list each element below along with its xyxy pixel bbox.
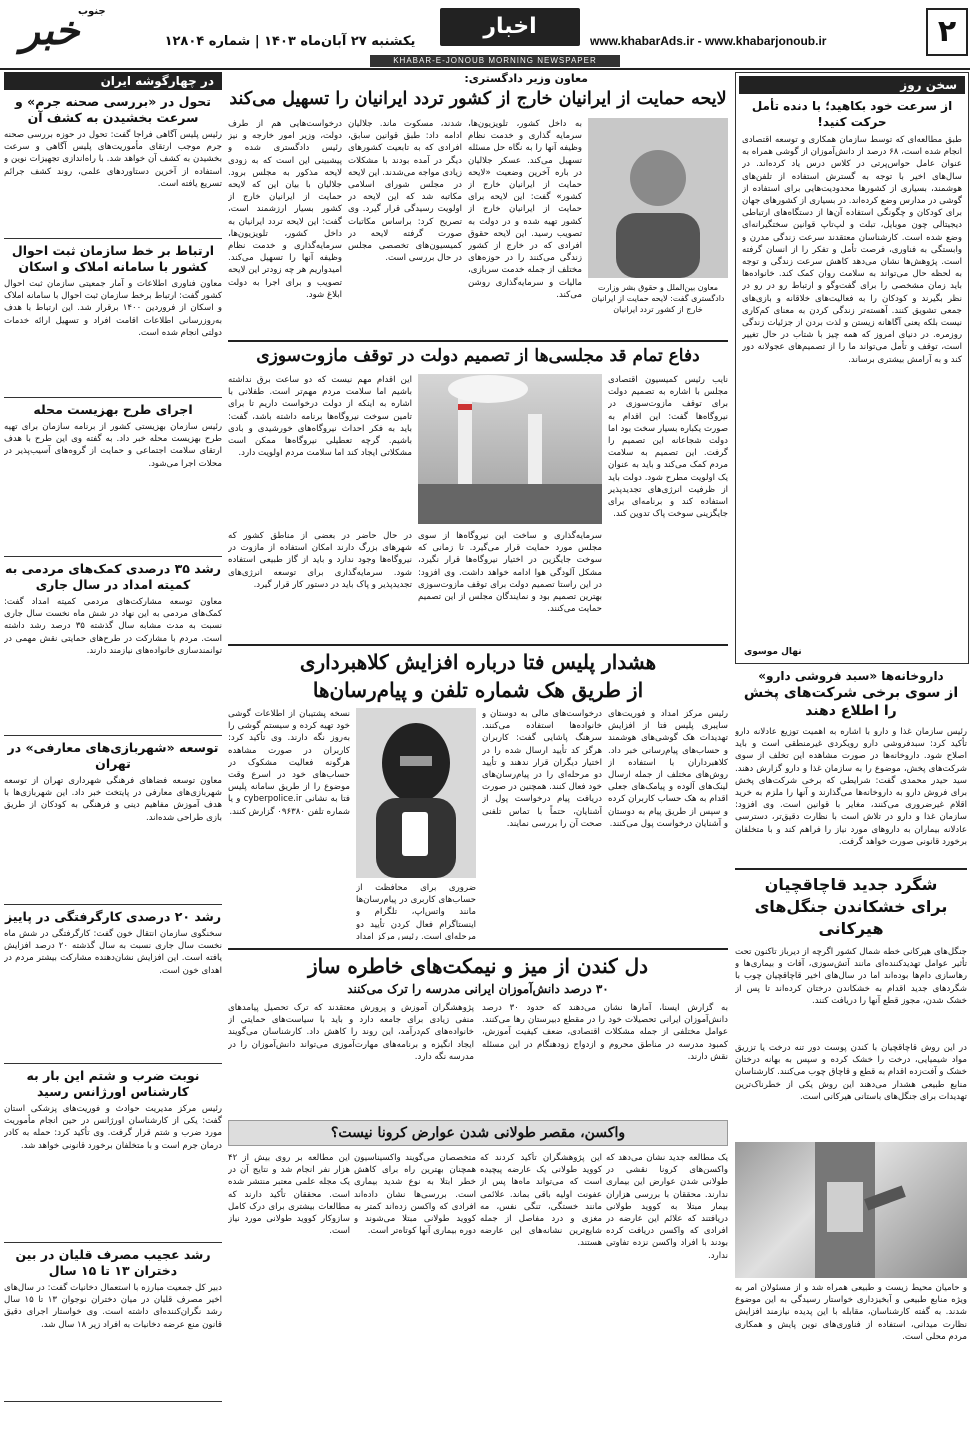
school-title: دل کندن از میز و نیمکت‌های خاطره ساز xyxy=(307,954,649,978)
smoke-body-4: در حال حاضر در بعضی از مناطق کشور که شهرهای بزرگ دارند امکان استفاده از مازوت در نیروگاه‌ها وجود ندارد و باید از گاز طبیعی استفاده شود. سرمایه‌گذاری برای توسعه انرژی‌های تجدیدپذیر و پاک باید در دستور کار قرار گیرد. xyxy=(228,531,412,590)
smoke-body-1: نایب رئیس کمیسیون اقتصادی مجلس با اشاره به تصمیم دولت برای توقف مازوت‌سوزی در نیروگاه‌ها گفت: این اقدام به صورت یکباره بسیار سخت بود اما دولت شجاعانه این تصمیم را گرفت. این تصمیم به سلامت مردم کمک می‌کند و باید به عنوان یک اولویت مطرح شود. دولت باید از ظرفیت انرژی‌های تجدیدپذیر استفاده کند و برنامه‌ای برای جایگزینی سوخت پاک تدوین کند. xyxy=(608,375,728,520)
editorial-label: سخن روز xyxy=(739,76,965,94)
police-title-1: هشدار پلیس فتا درباره افزایش کلاهبرداری xyxy=(299,650,657,674)
lead-body-2: شدند، مسکوت ماند. جلالیان ادامه داد: طبق قوانین سابق، افرادی که به تابعیت کشورهای دیگر در آمده بودند با مشکلات زیادی مواجه می‌شدند. این لایحه در مجلس شورای اسلامی مکاتبه شد که این لایحه در اولویت رسیدگی قرار گیرد. وی تصریح کرد: براساس مکاتبات صورت گرفته لایحه در کمیسیون‌های تخصصی مجلس در حال بررسی است. xyxy=(348,119,462,264)
sidebar-news-body: رئیس مرکز مدیریت حوادث و فوریت‌های پزشکی استان گفت: یکی از کارشناسان اورژانس در حین انجام مأموریت مورد ضرب و شتم قرار گرفت. وی تأکید کرد: حمله به کادر درمان جرم است و با متخلفان برخورد قانونی خواهد شد. xyxy=(4,1104,222,1151)
school-subtitle: ۳۰ درصد دانش‌آموزان ایرانی مدرسه را ترک می‌کنند xyxy=(347,982,609,996)
pharmacy-body: رئیس سازمان غذا و دارو با اشاره به اهمیت توزیع عادلانه دارو تأکید کرد: سبدفروشی دارو رویکردی غیرمنطقی است و باید اصلاح شود. داروخانه‌ها در صورت مشاهده این تخلف از سوی شرکت‌های پخش، موضوع را به سازمان غذا و دارو گزارش دهند. سید حیدر محمدی گفت: شرایطی که برخی شرکت‌های پخش برای فروش دارو به داروخانه‌ها می‌گذارند و آنها را ملزم به خرید اقلام غیرضروری می‌کنند، مغایر با قوانین است. وی افزود: سازمان غذا و دارو در تلاش است با نظارت دقیق‌تر، دسترسی عادلانه بیماران به داروهای مورد نیاز را فراهم کند و با متخلفان برخورد قانونی صورت خواهد گرفت. xyxy=(735,727,967,847)
sidebar-label: در چهارگوشه ایران xyxy=(4,72,222,90)
school-article xyxy=(228,948,728,1116)
divider xyxy=(228,948,728,950)
school-body-2: پژوهشگران آموزش و پرورش معتقدند که ترک تحصیل پیامدهای منفی زیادی برای جامعه دارد و باید با سیاست‌های حمایتی از خانواده‌های کم‌درآمد، این روند را کاهش داد. کارشناسان می‌گویند ایجاد انگیزه و برنامه‌های مهارت‌آموزی می‌تواند دانش‌آموزان را در مدرسه نگه دارد. xyxy=(228,1003,474,1062)
sidebar-news-body: معاون فناوری اطلاعات و آمار جمعیتی سازمان ثبت احوال کشور گفت: ارتباط برخط سازمان ثبت احوال با سامانه املاک و اسکان از فروردین ۱۴۰۰ برقرار شد. این ارتباط با هدف به‌روزرسانی اطلاعات اقامت افراد و تسهیل ارائه خدمات دولتی انجام شده است. xyxy=(4,279,222,338)
divider xyxy=(228,340,728,342)
sidebar-news-item xyxy=(4,905,222,1064)
police-body-1: رئیس مرکز امداد و فوریت‌های سایبری پلیس فتا از افزایش تهدیدات هک گوشی‌های هوشمند و حساب‌های پیام‌رسانی خبر داد. کلاهبرداران با استفاده از روش‌های مختلف از جمله ارسال لینک‌های آلوده و پیامک‌های جعلی اقدام به هک حساب کاربران کرده و سپس از طریق پیام به دوستان و آشنایان درخواست پول می‌کنند. xyxy=(608,709,728,829)
newspaper-logo-sub: جنوب xyxy=(78,6,106,17)
sidebar-news-item xyxy=(4,557,222,736)
divider xyxy=(735,868,967,870)
lead-photo xyxy=(588,118,728,278)
sidebar-news-title: تحول در «بررسی صحنه جرم» و سرعت بخشیدن به کشف آن xyxy=(15,94,211,125)
forest-title-1: شگرد جدید قاچاقچیان xyxy=(764,875,938,894)
covid-body-4: این مطالعه بر روی بیش از ۴۲ هزار نفر انجام شد و نتایج آن در یک مجله علمی معتبر منتشر شده است. محققان تأکید دارند که مطالعات بیشتری برای درک کامل سازوکار کووید طولانی مورد نیاز است. xyxy=(228,1153,350,1237)
smoke-photo xyxy=(418,374,602,524)
smoke-article xyxy=(228,340,728,640)
covid-body-3: متخصصان می‌گویند واکسیناسیون همچنان بهترین راه برای کاهش خطر ابتلا به نوع شدید بیماری است. بررسی‌ها نشان داده‌اند افرادی که واکسن زده‌اند کمتر به کووید طولانی مبتلا می‌شوند و دوره بیماری آنها کوتاه‌تر است. xyxy=(354,1153,476,1237)
lead-body-3: درخواست‌هایی هم از طرف دولت، وزیر امور خارجه و نیز رئیس دادگستری شده و پیشبینی این است که به زودی لایحه مذکور به مجلس برود. جلالیان با بیان این که لایحه حمایت از ایرانیان خارج از کشور بسیار ارزشمند است، گفت: این لایحه تردد ایرانیان به داخل کشور، تلویزیون‌ها، سرمایه‌گذاری و خدمت نظام وظیفه آنها را تسهیل می‌کند. امیدواریم هر چه زودتر این لایحه تصویب و برای اجرا به دولت ابلاغ شود. xyxy=(228,119,342,300)
forest-body-2: در این روش قاچاقچیان با کندن پوست دور تنه درخت یا تزریق مواد شیمیایی، درخت را خشک کرده و سپس به بهانه درختان خشک و آفت‌زده اقدام به قطع و قاچاق چوب می‌کنند. کارشناسان منابع طبیعی هشدار می‌دهند این روش یکی از خطرناک‌ترین تهدیدات برای جنگل‌های باستانی هیرکانی است. xyxy=(735,1043,967,1102)
hacker-phone-icon xyxy=(356,708,476,878)
forest-body-1: جنگل‌های هیرکانی خطه شمال کشور اگرچه از دیرباز تاکنون تحت تأثیر عوامل تهدیدکننده‌ای مانند آتش‌سوزی، آفات و بیماری‌ها و رهاسازی دام‌ها بوده‌اند اما در سال‌های اخیر قاچاقچیان چوب با شگردهای جدید اقدام به خشکاندن درختان کرده‌اند تا پس از خشک شدن، مجوز قطع آنها را دریافت کنند. xyxy=(735,947,967,1006)
sidebar-news-body: سخنگوی سازمان انتقال خون گفت: کارگرفتگی در شش ماه نخست سال جاری نسبت به سال گذشته ۲۰ درصد افزایش یافته است. این افزایش نشان‌دهنده مشارکت بیشتر مردم در اهدای خون است. xyxy=(4,929,222,976)
person-icon xyxy=(588,118,728,278)
sidebar-news-title: رشد ۲۰ درصدی کارگرفتگی در پاییز xyxy=(4,909,222,924)
editorial-box xyxy=(735,72,969,664)
police-body-3: ضروری برای محافظت از حساب‌های کاربری در پیام‌رسان‌ها مانند واتس‌اپ، تلگرام و اینستاگرام فعال کردن تأیید دو مرحله‌ای است. رئیس مرکز امداد xyxy=(356,883,476,940)
sidebar-news-title: رشد عجیب مصرف قلیان در بین دختران ۱۳ تا ۱۵ سال xyxy=(15,1247,211,1278)
forest-article xyxy=(735,868,967,1428)
sidebar-news-item xyxy=(4,736,222,905)
english-name-strip: KHABAR-E-JONOUB MORNING NEWSPAPER xyxy=(370,55,620,67)
sidebar-news-item xyxy=(4,1064,222,1243)
police-body-4: نسخه پشتیبان از اطلاعات گوشی خود تهیه کرده و سیستم گوشی را به‌روز نگه دارند. وی تأکید کرد: کاربران در صورت مشاهده هرگونه فعالیت مشکوک در حساب‌های خود در اسرع وقت موضوع را از طریق سامانه پلیس فتا به نشانی cyberpolice.ir و یا شماره تلفن ۰۹۶۳۸۰ گزارش کنند. xyxy=(228,709,350,817)
sidebar-news-body: معاون توسعه فضاهای فرهنگی شهرداری تهران از توسعه شهربازی‌های معارفی در پایتخت خبر داد. این شهربازی‌ها با هدف آموزش مفاهیم دینی و فرهنگی به کودکان از طریق بازی طراحی شده‌اند. xyxy=(4,776,222,823)
website-links[interactable]: www.khabarAds.ir - www.khabarjonoub.ir xyxy=(590,34,827,48)
newspaper-logo: خبر xyxy=(20,7,80,54)
sidebar-news-body: رئیس پلیس آگاهی فراجا گفت: تحول در حوزه بررسی صحنه جرم موجب ارتقای مأموریت‌های پلیس آگاهی و سرعت بخشیدن به کشف آن خواهد شد. با راه‌اندازی تجهیزات نوین و استفاده از آخرین دستاوردهای علمی، روند کشف جرائم تسریع یافته است. xyxy=(4,130,222,189)
sidebar-news-item xyxy=(4,239,222,398)
lead-article xyxy=(228,72,728,336)
sidebar-news-item xyxy=(4,398,222,557)
section-title: اخبار xyxy=(440,8,580,46)
smoke-body-3: این اقدام مهم نیست که دو ساعت برق نداشته باشیم اما سلامت مردم مهم‌تر است. طفلانی با اشاره به اینکه از دولت درخواست داریم تا برای تامین سوخت نیروگاه‌ها برنامه داشته باشد، گفت: باید به فکر احداث نیروگاه‌های خورشیدی و بادی باشیم. گرچه تعطیلی نیروگاه‌ها ممکن است مشکلاتی ایجاد کند اما سلامت مردم اولویت دارد. xyxy=(228,375,412,459)
pharmacy-article xyxy=(735,668,967,863)
sidebar-news-title: توسعه «شهربازی‌های معارفی» در تهران xyxy=(7,740,219,771)
school-body-1: به گزارش ایسنا، آمارها نشان می‌دهند که حدود ۳۰ درصد دانش‌آموزان ایرانی تحصیلات خود را در مقطع دبیرستان رها می‌کنند. عوامل مختلفی از جمله مشکلات اقتصادی، ضعف کیفیت آموزش، کمبود مدرسه در مناطق محروم و ازدواج زودهنگام در این مسئله نقش دارند. xyxy=(482,1003,728,1062)
sidebar-news-body: دبیر کل جمعیت مبارزه با استعمال دخانیات گفت: در سال‌های اخیر مصرف قلیان در میان دختران نوجوان ۱۳ تا ۱۵ سال رشد نگران‌کننده‌ای داشته است. وی خواستار اجرای دقیق قانون منع عرضه دخانیات به افراد زیر ۱۸ سال شد. xyxy=(4,1283,222,1330)
covid-article xyxy=(228,1120,728,1430)
sidebar-news-item xyxy=(4,90,222,239)
lead-title: لایحه حمایت از ایرانیان خارج از کشور تردد ایرانیان را تسهیل می‌کند xyxy=(229,89,727,109)
pharmacy-title: از سوی برخی شرکت‌های پخش را اطلاع دهند xyxy=(743,685,959,719)
sidebar-news-item xyxy=(4,1243,222,1402)
covid-title: واکسن، مقصر طولانی شدن عوارض کرونا نیست؟ xyxy=(228,1120,728,1146)
smoke-title: دفاع تمام قد مجلسی‌ها از تصمیم دولت در توقف مازوت‌سوزی xyxy=(256,346,700,366)
lead-kicker: معاون وزیر دادگستری: xyxy=(464,72,588,85)
lead-photo-caption: معاون بین‌الملل و حقوق بشر وزارت دادگستری گفت: لایحه حمایت از ایرانیان خارج از کشور تردد ایرانیان xyxy=(591,283,725,314)
police-article xyxy=(228,644,728,944)
date-issue: یکشنبه ۲۷ آبان‌ماه ۱۴۰۳ | شماره ۱۲۸۰۴ xyxy=(164,34,416,49)
sidebar-news-title: نوبت ضرب و شتم این بار به کارشناس اورژانس رسید xyxy=(26,1068,200,1099)
editorial-body: طبق مطالعه‌ای که توسط سازمان همکاری و توسعه اقتصادی انجام شده است، ۶۸ درصد از دانش‌آموزان از گوشی همراه به عنوان عامل حواس‌پرتی در کلاس درس یاد کرده‌اند. در سال‌های اخیر با توجه به گسترش استفاده از تلفن‌های هوشمند، بسیاری از کشورها محدودیت‌هایی برای استفاده از گوشی در مدارس وضع کرده‌اند. در بسیاری از کشورهای جهان برای کودکان و چگونگی استفاده آن‌ها از دستگاه‌های ارتباطی دیجیتالی چون موبایل، تبلت و لپ‌تاپ قوانین سختگیرانه‌ای وضع شده است. کارشناسان معتقدند سرعت زندگی مدرن و وابستگی به فناوری، فرصت تأمل و تفکر را از انسان گرفته است. پژوهش‌ها نشان می‌دهد کاهش سرعت زندگی و توجه به لحظه حال می‌تواند به سلامت روان کمک کند. خانواده‌ها باید زمان مشخصی را برای گفت‌وگو و ارتباط رو در رو در نظر بگیرند و کودکان را به فعالیت‌های خلاقانه و بازی‌های جمعی تشویق کنند. آهسته‌تر زندگی کردن به معنای کم‌کاری نیست بلکه یعنی آگاهانه زیستن و لذت بردن از جزئیات زندگی روزمره. در دنیای امروز که همه چیز با شتاب در حال تغییر است، توقف و تأمل می‌تواند ما را از تصمیم‌های عجولانه دور کند و به آرامش بیشتری برساند. xyxy=(742,135,962,365)
covid-body-1: یک مطالعه جدید نشان می‌دهد که واکسن‌های کرونا نقشی در طولانی شدن عوارض این بیماری ندارند. محققان با بررسی هزاران بیمار مبتلا به کووید طولانی دریافتند که علائم این عارضه در افرادی که واکسن دریافت کرده بودند با افراد واکسن نزده تفاوتی ندارد. xyxy=(606,1153,728,1261)
sidebar-news-title: رشد ۳۵ درصدی کمک‌های مردمی به کمیته امداد در سال جاری xyxy=(5,561,221,592)
tree-trunk-icon xyxy=(735,1142,967,1278)
sidebar-news-title: اجرای طرح بهزیست محله xyxy=(33,402,193,417)
police-photo xyxy=(356,708,476,878)
divider xyxy=(228,644,728,646)
sidebar-news-title: ارتباط بر خط سازمان ثبت احوال کشور با سامانه املاک و اسکان xyxy=(11,243,215,274)
police-title-2: از طریق هک شماره تلفن و پیام‌رسان‌ها xyxy=(312,678,644,702)
sidebar-news-body: رئیس سازمان بهزیستی کشور از برنامه سازمان برای تهیه طرح بهزیست محله خبر داد. به گفته وی این طرح با هدف ارتقای سلامت اجتماعی و حمایت از گروه‌های آسیب‌پذیر در محلات اجرا می‌شود. xyxy=(4,422,222,469)
smoke-body-2: سرمایه‌گذاری و ساخت این نیروگاه‌ها از سوی مجلس مورد حمایت قرار می‌گیرد. تا زمانی که سوخت جایگزین در اختیار نیروگاه‌ها قرار نگیرد، مشکل آلودگی هوا ادامه خواهد داشت. وی افزود: در این راستا تصمیم دولت برای توقف مازوت‌سوزی بهترین تصمیم بود و نمایندگان مجلس از این تصمیم حمایت می‌کنند. xyxy=(418,531,602,615)
covid-body-2: این پژوهشگران تأکید کردند که کووید طولانی یک عارضه پیچیده است که می‌تواند ماه‌ها پس از عفونت اولیه باقی بماند. علائمی مانند خستگی، تنگی نفس، مه مغزی و درد مفاصل از جمله شایع‌ترین نشانه‌های این عارضه هستند. xyxy=(480,1153,602,1249)
sidebar-news-body: معاون توسعه مشارکت‌های مردمی کمیته امداد گفت: کمک‌های مردمی به این نهاد در شش ماه نخست سال جاری نسبت به مدت مشابه سال گذشته ۳۵ درصد رشد داشته است. مردم با مشارکت در طرح‌های حمایتی نقش مهمی در توانمندسازی خانواده‌های نیازمند دارند. xyxy=(4,597,222,656)
forest-body-3: و حامیان محیط زیست و طبیعی همراه شد و از مسئولان امر به ویژه منابع طبیعی و آبخیزداری خواستار رسیدگی به این موضوع شدند. به گفته کارشناسان، مقابله با این پدیده نیازمند افزایش نظارت میدانی، استفاده از فناوری‌های نوین پایش و همکاری مردم محلی است. xyxy=(735,1283,967,1342)
forest-title-2: برای خشکاندن جنگل‌های هیرکانی xyxy=(754,897,948,938)
page-number: ۲ xyxy=(926,8,968,56)
pharmacy-kicker: داروخانه‌ها «سبد فروشی دارو» xyxy=(758,669,944,683)
editorial-author: نهال موسوی xyxy=(744,647,802,657)
forest-photo xyxy=(735,1142,967,1278)
editorial-title: از سرعت خود بکاهید؛ با دنده تأمل حرکت کنید! xyxy=(751,99,953,129)
power-plant-icon xyxy=(418,374,602,524)
lead-body-1: به داخل کشور، تلویزیون‌ها، سرمایه گذاری و خدمت نظام وظیفه آنها را به نگاه حل مسئله تسهیل می‌کند. عسکر جلالیان در باره آخرین وضعیت «لایحه حمایت از ایرانیان خارج از کشور» گفت: این لایحه برای حمایت از ایرانیان خارج از کشور تهیه شده و در دولت به تصویب رسید. این لایحه حقوق افرادی که در خارج از کشور زندگی می‌کنند را در حوزه‌های مختلف از جمله خدمت سربازی، مالیات و سرمایه‌گذاری روشن می‌کند. xyxy=(468,119,582,300)
masthead xyxy=(0,0,970,70)
police-body-2: درخواست‌های مالی به دوستان و خانواده‌ها استفاده می‌کنند. سرهنگ پاشایی گفت: کاربران هرگز کد تأیید ارسال شده را در اختیار دیگران قرار ندهند و تأیید دو مرحله‌ای را در پیام‌رسان‌های خود فعال کنند. همچنین در صورت دریافت پیام درخواست پول از آشنایان، حتماً با تماس تلفنی صحت آن را بررسی نمایند. xyxy=(482,709,602,829)
sidebar xyxy=(4,72,222,1430)
